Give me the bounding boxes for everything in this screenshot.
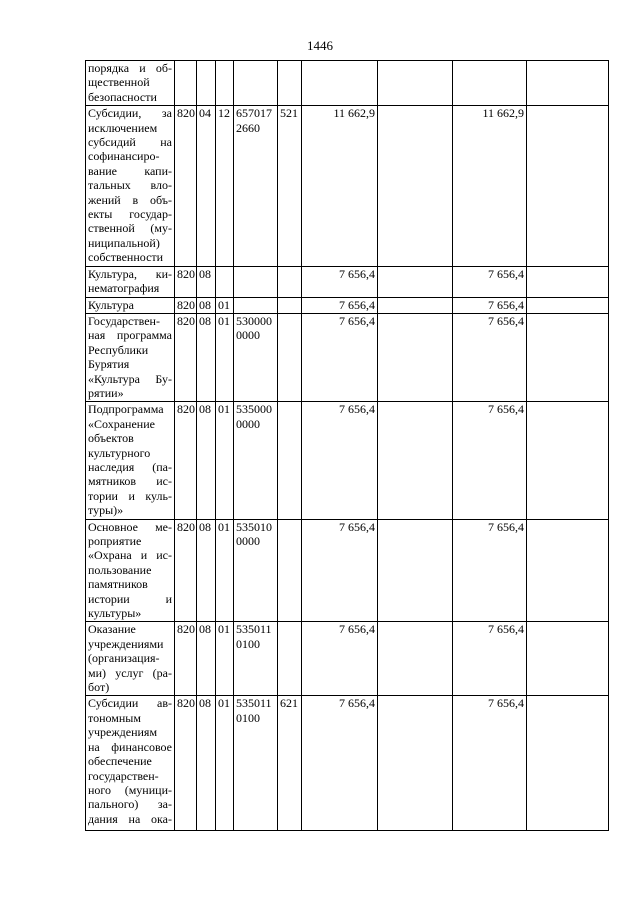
subsection-code-cell: 01 xyxy=(216,402,234,519)
expense-name-line: мятников ис- xyxy=(88,474,172,489)
section-code-cell: 08 xyxy=(197,402,216,519)
section-code-cell: 04 xyxy=(197,106,216,266)
expense-kind-cell xyxy=(278,402,302,519)
expense-name-line: порядка и об- xyxy=(88,61,172,75)
amount-col3-cell: 7 656,4 xyxy=(453,622,527,696)
amount-col2-cell xyxy=(378,402,453,519)
amount-col3-cell: 7 656,4 xyxy=(453,519,527,622)
amount-col4-cell xyxy=(527,696,609,831)
target-article-cell xyxy=(234,266,278,297)
expense-name-line: ственной (му- xyxy=(88,221,172,236)
ministry-code-cell: 820 xyxy=(175,266,197,297)
amount-col3-cell: 11 662,9 xyxy=(453,106,527,266)
subsection-code-cell: 01 xyxy=(216,519,234,622)
table-row xyxy=(86,402,609,519)
section-code-cell xyxy=(197,61,216,106)
section-code-cell: 08 xyxy=(197,622,216,696)
expense-kind-cell xyxy=(278,519,302,622)
expense-name-line: тории и куль- xyxy=(88,488,172,503)
amount-col2-cell xyxy=(378,297,453,313)
expense-name-line: ного (муници- xyxy=(88,782,172,797)
target-article-cell: 535000 0000 xyxy=(234,402,278,519)
expense-name-line: ми) услуг (ра- xyxy=(88,665,172,680)
expense-kind-cell xyxy=(278,313,302,401)
expense-name-line: безопасности xyxy=(88,89,157,104)
expense-name-cell xyxy=(86,297,175,313)
amount-total-cell: 7 656,4 xyxy=(302,622,378,696)
expense-name-line: ниципальной) xyxy=(88,235,160,250)
expense-name-line: Культура, ки- xyxy=(88,266,172,281)
expense-name-cell xyxy=(86,696,175,831)
amount-total-cell: 7 656,4 xyxy=(302,402,378,519)
expense-name-cell xyxy=(86,313,175,401)
table-row xyxy=(86,519,609,622)
expense-name-line: рятии» xyxy=(88,385,124,400)
expense-name-line: истории и xyxy=(88,591,172,606)
subsection-code-cell: 01 xyxy=(216,622,234,696)
expense-kind-cell xyxy=(278,61,302,106)
expense-name-line: «Охрана и ис- xyxy=(88,548,172,563)
amount-total-cell: 11 662,9 xyxy=(302,106,378,266)
subsection-code-cell xyxy=(216,266,234,297)
table-row xyxy=(86,696,609,831)
expense-name-line: роприятие xyxy=(88,534,142,548)
expense-name-line: Субсидии ав- xyxy=(88,696,172,711)
table-row xyxy=(86,622,609,696)
expense-name-line: государствен- xyxy=(88,768,159,783)
target-article-cell: 535010 0000 xyxy=(234,519,278,622)
expense-name-cell xyxy=(86,106,175,266)
amount-col2-cell xyxy=(378,519,453,622)
expense-name-line: культуры» xyxy=(88,606,142,621)
amount-col4-cell xyxy=(527,297,609,313)
target-article-cell: 657017 2660 xyxy=(234,106,278,266)
expense-name-line: (организация- xyxy=(88,651,160,666)
ministry-code-cell: 820 xyxy=(175,402,197,519)
amount-col3-cell xyxy=(453,61,527,106)
subsection-code-cell: 12 xyxy=(216,106,234,266)
table-row xyxy=(86,297,609,313)
ministry-code-cell: 820 xyxy=(175,696,197,831)
amount-col2-cell xyxy=(378,106,453,266)
expense-kind-cell: 621 xyxy=(278,696,302,831)
expense-name-line: нематография xyxy=(88,281,160,296)
section-code-cell: 08 xyxy=(197,519,216,622)
target-article-cell xyxy=(234,297,278,313)
target-article-cell: 535011 0100 xyxy=(234,696,278,831)
table-row xyxy=(86,61,609,106)
expense-name-line: субсидий на xyxy=(88,135,172,150)
expense-name-line: жений в объ- xyxy=(88,192,172,207)
expense-name-line: собственности xyxy=(88,250,164,265)
expense-name-cell xyxy=(86,622,175,696)
expense-name-line: исключением xyxy=(88,120,158,135)
expense-name-line: объектов xyxy=(88,431,134,446)
amount-total-cell xyxy=(302,61,378,106)
expense-name-line: туры)» xyxy=(88,503,124,518)
expense-name-line: «Сохранение xyxy=(88,416,155,431)
table-row xyxy=(86,106,609,266)
section-code-cell: 08 xyxy=(197,297,216,313)
section-code-cell: 08 xyxy=(197,266,216,297)
amount-col4-cell xyxy=(527,622,609,696)
amount-col4-cell xyxy=(527,519,609,622)
amount-total-cell: 7 656,4 xyxy=(302,297,378,313)
expense-name-cell xyxy=(86,519,175,622)
amount-col3-cell: 7 656,4 xyxy=(453,266,527,297)
amount-col3-cell: 7 656,4 xyxy=(453,696,527,831)
amount-total-cell: 7 656,4 xyxy=(302,696,378,831)
expense-name-line: памятников xyxy=(88,577,148,592)
amount-col2-cell xyxy=(378,622,453,696)
expense-kind-cell xyxy=(278,297,302,313)
expense-name-line: Республики xyxy=(88,342,149,357)
expense-name-line: ная программа xyxy=(88,328,172,343)
expense-kind-cell xyxy=(278,266,302,297)
expense-name-line: на финансовое xyxy=(88,739,172,754)
ministry-code-cell: 820 xyxy=(175,313,197,401)
amount-col2-cell xyxy=(378,696,453,831)
expense-name-line: вание капи- xyxy=(88,163,172,178)
expense-name-line: дания на ока- xyxy=(88,811,172,826)
ministry-code-cell: 820 xyxy=(175,106,197,266)
expense-name-cell xyxy=(86,266,175,297)
expense-name-line: екты государ- xyxy=(88,207,172,222)
amount-col4-cell xyxy=(527,313,609,401)
expense-name-line: тальных вло- xyxy=(88,178,172,193)
ministry-code-cell: 820 xyxy=(175,622,197,696)
target-article-cell xyxy=(234,61,278,106)
expense-name-line: бот) xyxy=(88,680,110,695)
amount-col3-cell: 7 656,4 xyxy=(453,313,527,401)
budget-table xyxy=(85,60,609,831)
expense-name-cell xyxy=(86,402,175,519)
expense-name-line: обеспечение xyxy=(88,754,152,769)
section-code-cell: 08 xyxy=(197,696,216,831)
amount-col2-cell xyxy=(378,61,453,106)
amount-col4-cell xyxy=(527,61,609,106)
subsection-code-cell: 01 xyxy=(216,696,234,831)
amount-col4-cell xyxy=(527,402,609,519)
expense-name-line: наследия (па- xyxy=(88,459,172,474)
ministry-code-cell: 820 xyxy=(175,519,197,622)
amount-col2-cell xyxy=(378,313,453,401)
table-body xyxy=(86,61,609,831)
amount-total-cell: 7 656,4 xyxy=(302,519,378,622)
expense-name-line: щественной xyxy=(88,75,150,90)
expense-kind-cell xyxy=(278,622,302,696)
expense-name-line: Основное ме- xyxy=(88,519,172,534)
amount-total-cell: 7 656,4 xyxy=(302,313,378,401)
expense-name-line: «Культура Бу- xyxy=(88,371,172,386)
table-row xyxy=(86,266,609,297)
expense-name-line: пользование xyxy=(88,562,152,577)
expense-kind-cell: 521 xyxy=(278,106,302,266)
expense-name-line: Бурятия xyxy=(88,357,130,372)
expense-name-line: тономным xyxy=(88,710,141,725)
expense-name-line: Субсидии, за xyxy=(88,106,172,121)
expense-name-cell xyxy=(86,61,175,106)
expense-name-line: Культура xyxy=(88,297,134,312)
amount-col3-cell: 7 656,4 xyxy=(453,402,527,519)
section-code-cell: 08 xyxy=(197,313,216,401)
amount-col4-cell xyxy=(527,266,609,297)
expense-name-line: Подпрограмма xyxy=(88,402,164,417)
amount-total-cell: 7 656,4 xyxy=(302,266,378,297)
expense-name-line: Оказание xyxy=(88,622,136,637)
subsection-code-cell: 01 xyxy=(216,313,234,401)
amount-col2-cell xyxy=(378,266,453,297)
expense-name-line: пального) за- xyxy=(88,797,172,812)
expense-name-line: софинансиро- xyxy=(88,149,160,164)
table-row xyxy=(86,313,609,401)
expense-name-line: Государствен- xyxy=(88,313,160,328)
ministry-code-cell: 820 xyxy=(175,297,197,313)
subsection-code-cell: 01 xyxy=(216,297,234,313)
expense-name-line: учреждениям xyxy=(88,725,158,740)
page-number: 1446 xyxy=(307,38,333,53)
ministry-code-cell xyxy=(175,61,197,106)
expense-name-line: учреждениями xyxy=(88,636,164,651)
target-article-cell: 530000 0000 xyxy=(234,313,278,401)
subsection-code-cell xyxy=(216,61,234,106)
target-article-cell: 535011 0100 xyxy=(234,622,278,696)
amount-col4-cell xyxy=(527,106,609,266)
amount-col3-cell: 7 656,4 xyxy=(453,297,527,313)
expense-name-line: культурного xyxy=(88,445,151,460)
